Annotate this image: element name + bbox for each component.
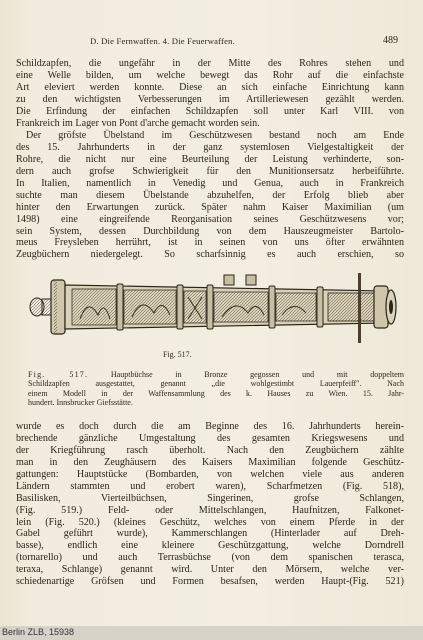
text-line: (tornarello) und auch Terrasbüchse (von dem spanischen terasca, <box>16 552 404 564</box>
source-footer: Berlin ZLB, 15938 <box>2 627 75 637</box>
text-line: wurde es doch durch die am Beginne des 16. Jahrhunderts herein- <box>16 421 404 432</box>
figure-label: Fig. 517. <box>163 350 192 359</box>
text-line: basse), endlich eine kleinere Geschützgattung, welche Dorndrell <box>16 540 404 552</box>
text-line: zu den wichtigsten Verbesserungen im Artilleriewesen gezählt werden. <box>16 93 404 105</box>
text-line: Schildzapfen, die ungefähr in der Mitte des Rohres stehen und <box>16 58 404 69</box>
page-number: 489 <box>383 35 398 46</box>
caption-head: Fig. 517. <box>28 370 89 379</box>
text-line: (Fig. 519.) Feld- oder Mittelschlangen, Haufnitzen, Falkonet- <box>16 504 404 516</box>
text-line: Frankreich im Lager von Pont d'arche gemacht worden sein. <box>16 117 260 129</box>
text-line: Art eleviert werden konnte. Diese an sich einfache Einrichtung kann <box>16 81 404 93</box>
text-line: Ländern stammten und erobert waren), Scharfmetzen (Fig. 518), <box>16 480 404 492</box>
text-line: des 15. Jahrhunderts in der ganz systemlosen Vielgestaltigkeit der <box>16 141 404 153</box>
paragraph-3 <box>16 421 404 588</box>
caption-line: einem Modell in der Waffensammlung des k. Hauses zu Wien. 15. Jahr- <box>28 388 404 398</box>
text-line: schiedenartige Gröfsen und Formen besafsen, werden Haupt-(Fig. 521) <box>16 576 404 588</box>
text-line: meus Freysleben herrührt, ist in seinen von uns öfter erwähnten <box>16 237 404 249</box>
figure-caption <box>28 370 404 407</box>
text-line: sein System, dessen Durchbildung von dem Hauszeugmeister Bartolo- <box>16 225 404 237</box>
text-line: lein (Fig. 520.) (kleines Geschütz, welches von einem Pferde in der <box>16 516 404 528</box>
text-line: Rohre, die nicht nur eine Beurteilung der Leistung verhinderte, son- <box>16 153 404 165</box>
text-line: 1498) eine eingreifende Reorganisation seines Geschützwesens vor; <box>16 213 404 225</box>
text-line: brechende gänzliche Umgestaltung des gesamten Kriegswesens und <box>16 432 404 444</box>
paragraph-1 <box>16 58 404 130</box>
cannon-illustration <box>28 269 404 345</box>
text-line: Der gröfste Übelstand im Geschützwesen bestand noch am Ende <box>26 130 404 141</box>
caption-line <box>28 370 404 379</box>
text-line: Gabel geführt wurde), Kammerschlangen (Hinterlader auf Dreh- <box>16 528 404 540</box>
text-line: Die Erfindung der einfachen Schildzapfen soll unter Karl VIII. von <box>16 105 404 117</box>
text-line: In Italien, namentlich in Venedig und Genua, auch in Frankreich <box>16 177 404 189</box>
text-line: Basilisken, Vierteilbüchsen, Singerinen, grofse Schlangen, <box>16 492 404 504</box>
caption-text: Hauptbüchse in Bronze gegossen und mit doppeltem <box>110 370 405 379</box>
text-line: suchte man diesem Übelstande abzuhelfen, der Erfolg blieb aber <box>16 189 404 201</box>
caption-line: Schildzapfen ausgestattet, genannt „die wohlgestimbt Lauerpfeiff". Nach <box>28 379 404 389</box>
paragraph-2 <box>16 130 404 261</box>
text-line: hinter den Erwartungen zurück. Später nahm Kaiser Maximilian (um <box>16 201 404 213</box>
text-line: Zeugbüchern niedergelegt. So scharfsinnig es auch erschien, so <box>16 249 404 261</box>
text-line: der Kriegführung rasch überholt. Nach den Zeugbüchern zählte <box>16 444 404 456</box>
caption-line: hundert. Innsbrucker Giefsstätte. <box>28 397 133 407</box>
text-line: dern auch grofse Schwierigkeit für den Munitionsersatz herbeiführte. <box>16 165 404 177</box>
text-line: gattungen: Hauptstücke (Bombarden, von welchen viele aus anderen <box>16 468 404 480</box>
text-line: teraxa, Schlange) genannt wird. Unter den Mörsern, welche ver- <box>16 564 404 576</box>
text-line: man in den Zeughäusern des Kaisers Maximilian folgende Geschütz- <box>16 456 404 468</box>
text-line: eine Welle bilden, um welche bewegt das Rohr auf die einfachste <box>16 69 404 81</box>
running-header: D. Die Fernwaffen. 4. Die Feuerwaffen. <box>90 36 235 46</box>
